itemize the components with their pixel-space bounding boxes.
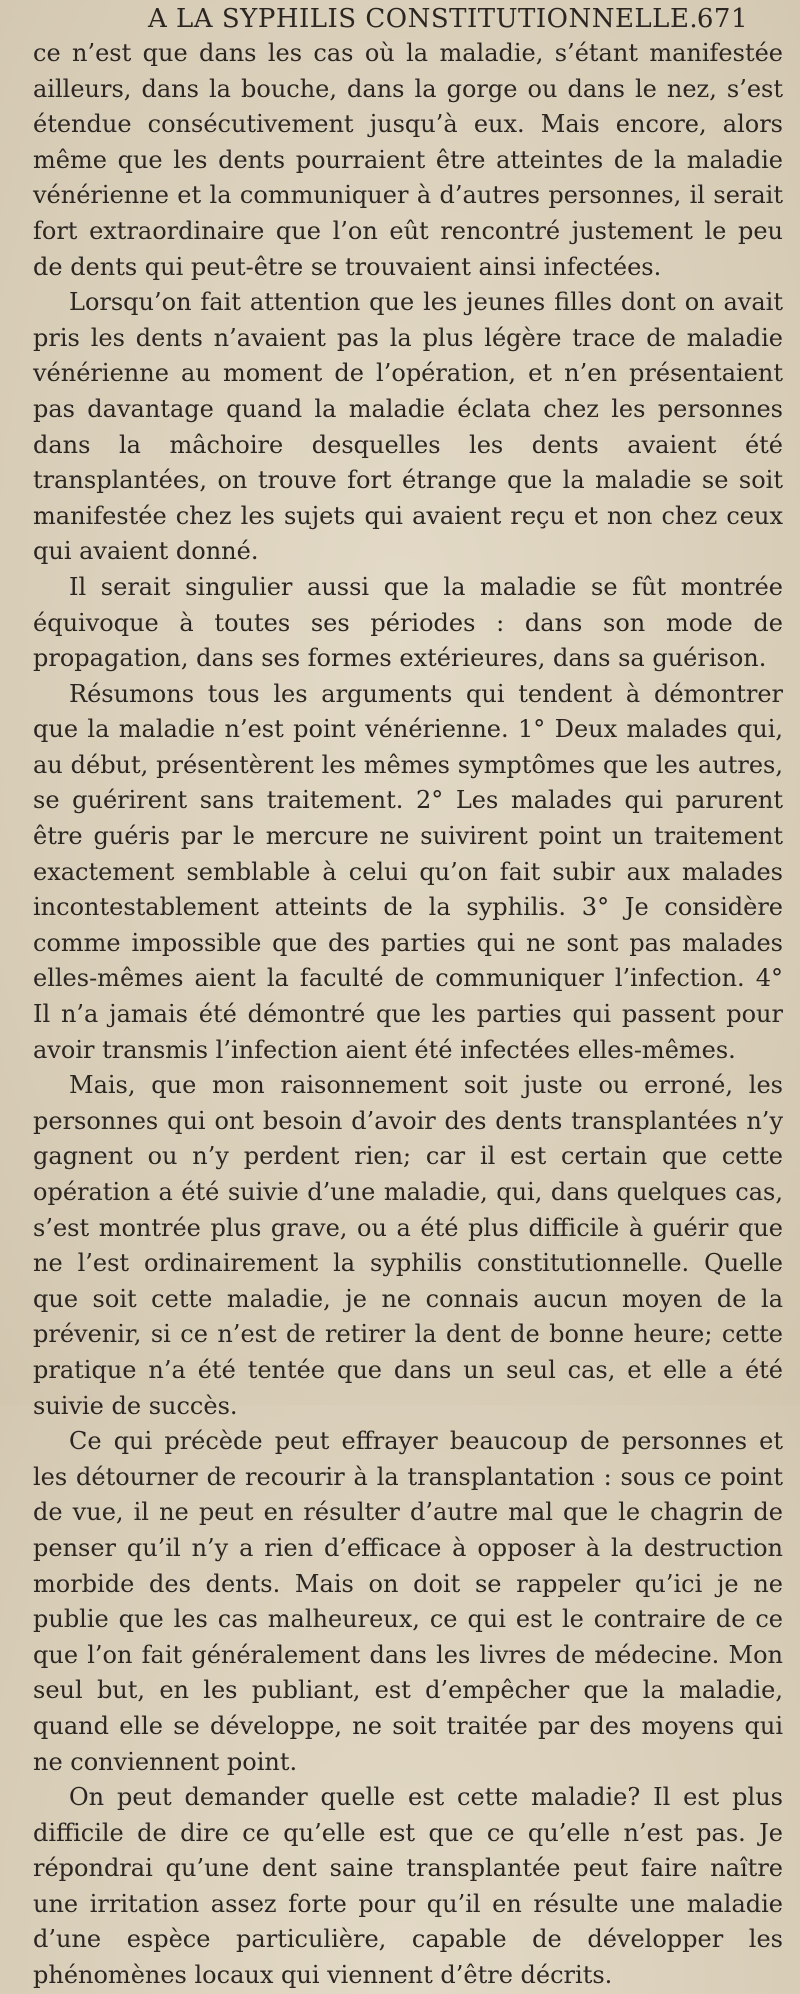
paragraph: Ce qui précède peut effrayer beaucoup de personnes et les détourner de recourir à la transplantation : sous ce point de vue, il ne peut en résulter d’autre mal que le chagrin de penser qu’il n’y a rien d’efficace à opposer à la destruction morbide des dents. Mais on doit se rappeler qu’ici je ne publie que les cas malheureux, ce qui est le contraire de ce que l’on fait généralement dans les livres de médecine. Mon seul but, en les publiant, est d’empêcher que la maladie, quand elle se développe, ne soit traitée par des moyens qui ne conviennent point. <box>33 1427 783 1776</box>
paragraph: On peut demander quelle est cette maladie? Il est plus difficile de dire ce qu’elle est que ce qu’elle n’est pas. Je répondrai qu’une dent saine transplantée peut faire naître une irritation assez forte pour qu’il en résulte une maladie d’une espèce particulière, capable de développer les phénomènes locaux qui viennent d’être décrits. <box>33 1783 783 1990</box>
paragraph: Résumons tous les arguments qui tendent à démontrer que la maladie n’est point vénérienne. 1° Deux malades qui, au début, présentèrent les mêmes symptômes que les autres, se guérirent sans traitement. 2° Les malades qui parurent être guéris par le mercure ne suivirent point un traitement exactement semblable à celui qu’on fait subir aux malades incontestablement atteints de la syphilis. 3° Je considère comme impossible que des parties qui ne sont pas malades elles-mêmes aient la faculté de communiquer l’infection. 4° Il n’a jamais été démontré que les parties qui passent pour avoir transmis l’infection aient été infectées elles-mêmes. <box>33 679 783 1064</box>
paragraph-continuation: ce n’est que dans les cas où la maladie, s’étant manifestée ailleurs, dans la bouche, dans la gorge ou dans le nez, s’est étendue consécutivement jusqu’à eux. Mais encore, alors même que les dents pourraient être atteintes de la maladie vénérienne et la communiquer à d’autres personnes, il serait fort extraordinaire que l’on eût rencontré justement le peu de dents qui peut-être se trouvaient ainsi infectées. <box>33 39 783 281</box>
paragraph: Il serait singulier aussi que la maladie se fût montrée équivoque à toutes ses périodes : dans son mode de propagation, dans ses formes extérieures, dans sa guérison. <box>33 572 783 673</box>
page-number: 671 <box>696 4 748 34</box>
running-header-title: A LA SYPHILIS CONSTITUTIONNELLE. <box>148 4 699 34</box>
paragraph: Lorsqu’on fait attention que les jeunes filles dont on avait pris les dents n’avaient pas la plus légère trace de maladie vénérienne au moment de l’opération, et n’en présentaient pas davantage quand la maladie éclata chez les personnes dans la mâchoire desquelles les dents avaient été transplantées, on trouve fort étrange que la maladie se soit manifestée chez les sujets qui avaient reçu et non chez ceux qui avaient donné. <box>33 288 783 566</box>
paragraph: Mais, que mon raisonnement soit juste ou erroné, les personnes qui ont besoin d’avoir des dents transplantées n’y gagnent ou n’y perdent rien; car il est certain que cette opération a été suivie d’une maladie, qui, dans quelques cas, s’est montrée plus grave, ou a été plus difficile à guérir que ne l’est ordinairement la syphilis constitutionnelle. Quelle que soit cette maladie, je ne connais aucun moyen de la prévenir, si ce n’est de retirer la dent de bonne heure; cette pratique n’a été tentée que dans un seul cas, et elle a été suivie de succès. <box>33 1071 783 1420</box>
body-text <box>33 36 783 1994</box>
running-header <box>148 4 748 40</box>
